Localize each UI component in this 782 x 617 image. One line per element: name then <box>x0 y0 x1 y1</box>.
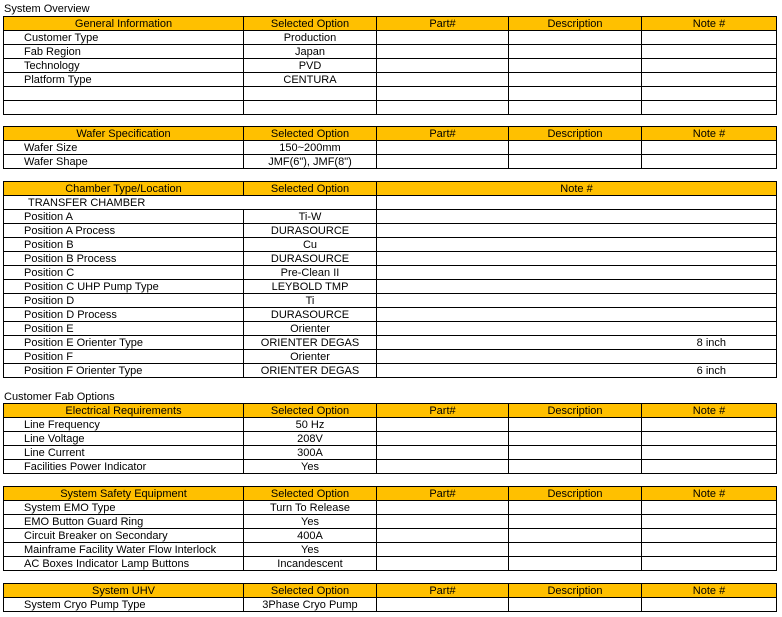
table-header-row <box>4 404 777 418</box>
customer-fab-options-title: Customer Fab Options <box>4 391 115 403</box>
row-value: CENTURA <box>244 73 377 87</box>
row-note: 6 inch <box>377 364 777 378</box>
row-label: Line Frequency <box>4 418 244 432</box>
row-note <box>377 224 777 238</box>
empty-cell <box>642 45 777 59</box>
section-header: General Information <box>4 17 244 31</box>
table-row <box>4 336 777 350</box>
row-value: 3Phase Cryo Pump <box>244 598 377 612</box>
table-row <box>4 598 777 612</box>
empty-cell <box>377 155 509 169</box>
row-value: 150~200mm <box>244 141 377 155</box>
chamber-type-table <box>3 181 777 378</box>
empty-cell <box>377 196 777 210</box>
row-note: 8 inch <box>377 336 777 350</box>
empty-cell <box>509 141 642 155</box>
row-value: Ti-W <box>244 210 377 224</box>
section-header: Wafer Specification <box>4 127 244 141</box>
row-label: Position B Process <box>4 252 244 266</box>
table-row <box>4 155 777 169</box>
row-value: ORIENTER DEGAS <box>244 364 377 378</box>
empty-cell <box>377 418 509 432</box>
row-note <box>377 294 777 308</box>
row-note <box>377 322 777 336</box>
table-row <box>4 210 777 224</box>
empty-cell <box>244 101 377 115</box>
row-label: Mainframe Facility Water Flow Interlock <box>4 543 244 557</box>
row-value: DURASOURCE <box>244 224 377 238</box>
system-uhv-table <box>3 583 777 612</box>
empty-cell <box>377 515 509 529</box>
empty-cell <box>509 87 642 101</box>
row-value: Cu <box>244 238 377 252</box>
row-note <box>377 266 777 280</box>
column-header-selected-option: Selected Option <box>244 182 377 196</box>
table-row <box>4 252 777 266</box>
empty-cell <box>377 501 509 515</box>
row-label: Position F Orienter Type <box>4 364 244 378</box>
empty-cell <box>642 543 777 557</box>
empty-cell <box>642 155 777 169</box>
row-note <box>377 252 777 266</box>
empty-cell <box>509 418 642 432</box>
table-row <box>4 322 777 336</box>
empty-cell <box>642 59 777 73</box>
column-header-part: Part# <box>377 584 509 598</box>
empty-cell <box>509 515 642 529</box>
empty-cell <box>509 59 642 73</box>
row-label: Position D Process <box>4 308 244 322</box>
table-row <box>4 460 777 474</box>
empty-cell <box>642 101 777 115</box>
table-row <box>4 418 777 432</box>
table-row <box>4 308 777 322</box>
empty-cell <box>377 598 509 612</box>
column-header-selected-option: Selected Option <box>244 17 377 31</box>
column-header-note: Note # <box>642 487 777 501</box>
empty-cell <box>4 87 244 101</box>
row-label: Platform Type <box>4 73 244 87</box>
row-label: System EMO Type <box>4 501 244 515</box>
empty-cell <box>509 460 642 474</box>
row-value: DURASOURCE <box>244 252 377 266</box>
empty-cell <box>642 87 777 101</box>
row-note <box>377 210 777 224</box>
table-header-row <box>4 17 777 31</box>
table-row <box>4 59 777 73</box>
table-row <box>4 294 777 308</box>
system-overview-title: System Overview <box>4 3 90 15</box>
general-information-table <box>3 16 777 115</box>
row-value: ORIENTER DEGAS <box>244 336 377 350</box>
row-value: Yes <box>244 460 377 474</box>
empty-cell <box>377 432 509 446</box>
empty-cell <box>642 141 777 155</box>
column-header-part: Part# <box>377 127 509 141</box>
row-label: Wafer Shape <box>4 155 244 169</box>
empty-cell <box>642 515 777 529</box>
column-header-part: Part# <box>377 487 509 501</box>
column-header-selected-option: Selected Option <box>244 127 377 141</box>
system-safety-table <box>3 486 777 571</box>
row-label: Facilities Power Indicator <box>4 460 244 474</box>
empty-cell <box>642 557 777 571</box>
table-row <box>4 543 777 557</box>
empty-cell <box>642 446 777 460</box>
column-header-description: Description <box>509 404 642 418</box>
empty-cell <box>642 73 777 87</box>
empty-cell <box>642 598 777 612</box>
row-label: Fab Region <box>4 45 244 59</box>
transfer-chamber-label: TRANSFER CHAMBER <box>4 196 244 210</box>
empty-cell <box>509 543 642 557</box>
row-label: Position E <box>4 322 244 336</box>
table-row <box>4 238 777 252</box>
column-header-note: Note # <box>377 182 777 196</box>
wafer-specification-table <box>3 126 777 169</box>
section-header: Chamber Type/Location <box>4 182 244 196</box>
empty-cell <box>377 557 509 571</box>
table-row <box>4 501 777 515</box>
row-label: Position D <box>4 294 244 308</box>
row-value: Ti <box>244 294 377 308</box>
empty-cell <box>377 529 509 543</box>
empty-cell <box>642 460 777 474</box>
empty-cell <box>377 73 509 87</box>
empty-cell <box>244 87 377 101</box>
empty-cell <box>377 141 509 155</box>
section-header: System UHV <box>4 584 244 598</box>
empty-cell <box>509 73 642 87</box>
empty-cell <box>509 45 642 59</box>
table-row <box>4 45 777 59</box>
row-value: PVD <box>244 59 377 73</box>
row-value: Orienter <box>244 350 377 364</box>
empty-cell <box>377 87 509 101</box>
empty-cell <box>509 557 642 571</box>
empty-cell <box>509 446 642 460</box>
empty-cell <box>642 529 777 543</box>
row-value: Production <box>244 31 377 45</box>
table-row <box>4 266 777 280</box>
row-value: 300A <box>244 446 377 460</box>
empty-cell <box>377 101 509 115</box>
column-header-note: Note # <box>642 584 777 598</box>
column-header-note: Note # <box>642 127 777 141</box>
empty-cell <box>642 501 777 515</box>
row-note <box>377 238 777 252</box>
row-value: 208V <box>244 432 377 446</box>
column-header-note: Note # <box>642 17 777 31</box>
row-note <box>377 350 777 364</box>
column-header-selected-option: Selected Option <box>244 487 377 501</box>
row-value: JMF(6"), JMF(8") <box>244 155 377 169</box>
table-header-row <box>4 127 777 141</box>
empty-cell <box>509 598 642 612</box>
row-value: Pre-Clean II <box>244 266 377 280</box>
empty-cell <box>377 59 509 73</box>
table-row <box>4 73 777 87</box>
row-label: Technology <box>4 59 244 73</box>
column-header-description: Description <box>509 17 642 31</box>
table-row <box>4 280 777 294</box>
section-header: Electrical Requirements <box>4 404 244 418</box>
table-row <box>4 557 777 571</box>
row-label: Position B <box>4 238 244 252</box>
row-value: Japan <box>244 45 377 59</box>
row-value: LEYBOLD TMP <box>244 280 377 294</box>
table-header-row <box>4 584 777 598</box>
table-row <box>4 446 777 460</box>
column-header-description: Description <box>509 584 642 598</box>
row-label: Position C <box>4 266 244 280</box>
empty-cell <box>377 460 509 474</box>
table-row <box>4 87 777 101</box>
empty-cell <box>642 432 777 446</box>
empty-cell <box>4 101 244 115</box>
row-value: Incandescent <box>244 557 377 571</box>
column-header-part: Part# <box>377 17 509 31</box>
column-header-part: Part# <box>377 404 509 418</box>
table-row <box>4 196 777 210</box>
row-label: Position A Process <box>4 224 244 238</box>
column-header-description: Description <box>509 127 642 141</box>
row-value: Turn To Release <box>244 501 377 515</box>
empty-cell <box>642 31 777 45</box>
empty-cell <box>509 529 642 543</box>
table-row <box>4 101 777 115</box>
table-header-row <box>4 182 777 196</box>
row-value: Yes <box>244 515 377 529</box>
column-header-description: Description <box>509 487 642 501</box>
empty-cell <box>642 418 777 432</box>
row-note <box>377 280 777 294</box>
row-label: Line Current <box>4 446 244 460</box>
empty-cell <box>509 155 642 169</box>
row-note <box>377 308 777 322</box>
table-row <box>4 364 777 378</box>
table-row <box>4 31 777 45</box>
table-row <box>4 141 777 155</box>
table-row <box>4 350 777 364</box>
empty-cell <box>509 501 642 515</box>
empty-cell <box>377 446 509 460</box>
empty-cell <box>377 543 509 557</box>
row-value: Orienter <box>244 322 377 336</box>
row-label: Position F <box>4 350 244 364</box>
row-value: 400A <box>244 529 377 543</box>
electrical-requirements-table <box>3 403 777 474</box>
row-label: Circuit Breaker on Secondary <box>4 529 244 543</box>
row-label: Line Voltage <box>4 432 244 446</box>
column-header-note: Note # <box>642 404 777 418</box>
table-row <box>4 515 777 529</box>
row-label: AC Boxes Indicator Lamp Buttons <box>4 557 244 571</box>
row-label: System Cryo Pump Type <box>4 598 244 612</box>
column-header-selected-option: Selected Option <box>244 404 377 418</box>
row-value: Yes <box>244 543 377 557</box>
empty-cell <box>244 196 377 210</box>
table-row <box>4 529 777 543</box>
empty-cell <box>377 31 509 45</box>
row-label: EMO Button Guard Ring <box>4 515 244 529</box>
table-row <box>4 432 777 446</box>
column-header-selected-option: Selected Option <box>244 584 377 598</box>
row-label: Customer Type <box>4 31 244 45</box>
table-row <box>4 224 777 238</box>
row-label: Position C UHP Pump Type <box>4 280 244 294</box>
empty-cell <box>509 101 642 115</box>
row-label: Position A <box>4 210 244 224</box>
empty-cell <box>509 432 642 446</box>
row-label: Wafer Size <box>4 141 244 155</box>
row-label: Position E Orienter Type <box>4 336 244 350</box>
row-value: 50 Hz <box>244 418 377 432</box>
section-header: System Safety Equipment <box>4 487 244 501</box>
row-value: DURASOURCE <box>244 308 377 322</box>
table-header-row <box>4 487 777 501</box>
empty-cell <box>509 31 642 45</box>
empty-cell <box>377 45 509 59</box>
